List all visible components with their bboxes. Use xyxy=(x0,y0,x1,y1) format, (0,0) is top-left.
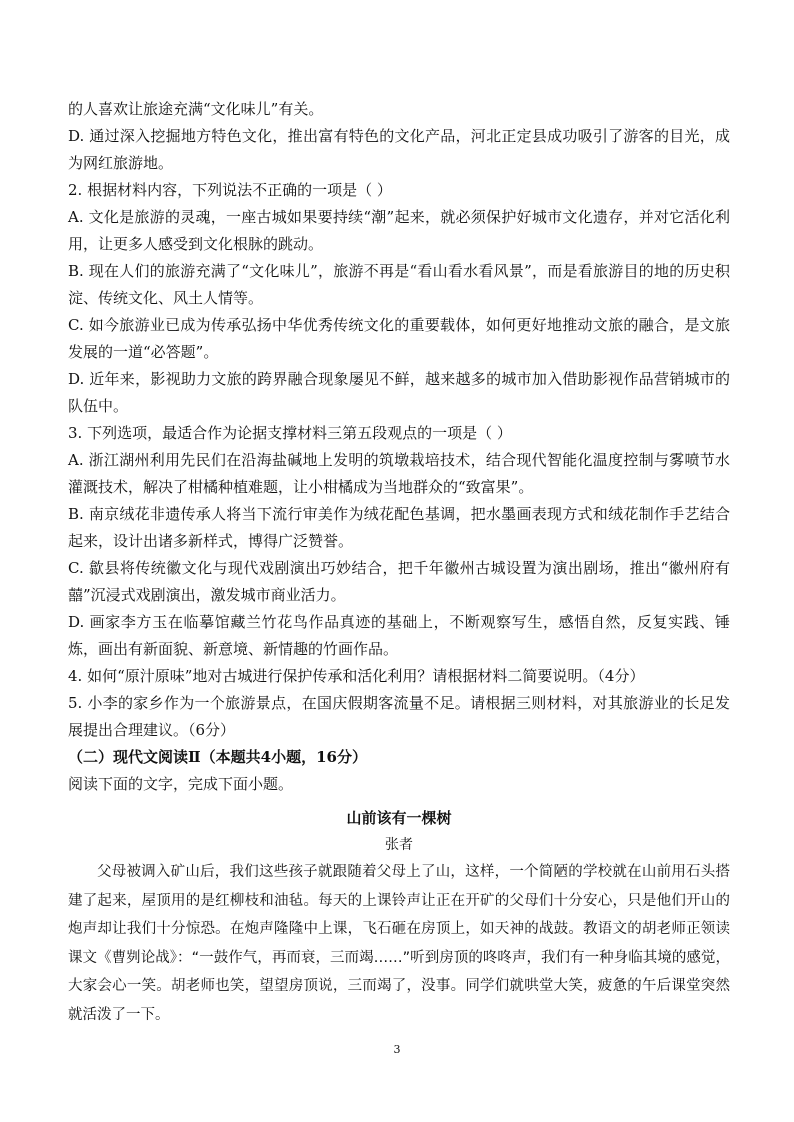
article-title: 山前该有一棵树 xyxy=(346,809,452,827)
section-heading: （二）现代文阅读Ⅱ（本题共4小题，16分） xyxy=(68,748,367,766)
page-content xyxy=(68,96,730,1029)
paragraph-continuation: 的人喜欢让旅途充满“文化味儿”有关。 xyxy=(68,100,324,118)
page-number: 3 xyxy=(393,1043,401,1056)
q2-option-b: B. 现在人们的旅游充满了“文化味儿”，旅游不再是“看山看水看风景”，而是看旅游目的地的历史积淀、传统文化、风土人情等。 xyxy=(68,262,730,307)
question-2: 2. 根据材料内容，下列说法不正确的一项是（ ） xyxy=(68,181,392,199)
q1-option-d: D. 通过深入挖掘地方特色文化，推出富有特色的文化产品，河北正定县成功吸引了游客的目光，成为网红旅游地。 xyxy=(68,127,730,172)
article-body xyxy=(68,858,730,1029)
question-4: 4. 如何“原汁原味”地对古城进行保护传承和活化利用？请根据材料二简要说明。（4分） xyxy=(68,667,645,685)
q2-option-d: D. 近年来，影视助力文旅的跨界融合现象屡见不鲜，越来越多的城市加入借助影视作品营销城市的队伍中。 xyxy=(68,370,730,415)
q2-option-c: C. 如今旅游业已成为传承弘扬中华优秀传统文化的重要载体，如何更好地推动文旅的融合，是文旅发展的一道“必答题”。 xyxy=(68,316,730,361)
q3-option-d: D. 画家李方玉在临摹馆藏兰竹花鸟作品真迹的基础上，不断观察写生，感悟自然，反复实践、锤炼，画出有新面貌、新意境、新情趣的竹画作品。 xyxy=(68,613,730,658)
q3-option-b: B. 南京绒花非遗传承人将当下流行审美作为绒花配色基调，把水墨画表现方式和绒花制作手艺结合起来，设计出诸多新样式，博得广泛赞誉。 xyxy=(68,505,730,550)
article-author: 张者 xyxy=(385,837,413,853)
question-5: 5. 小李的家乡作为一个旅游景点，在国庆假期客流量不足。请根据三则材料，对其旅游业的长足发展提出合理建议。（6分） xyxy=(68,694,730,739)
instruction: 阅读下面的文字，完成下面小题。 xyxy=(68,775,294,793)
q2-option-a: A. 文化是旅游的灵魂，一座古城如果要持续“潮”起来，就必须保护好城市文化遗存，并对它活化利用，让更多人感受到文化根脉的跳动。 xyxy=(68,208,730,253)
q3-option-a: A. 浙江湖州利用先民们在沿海盐碱地上发明的筑墩栽培技术，结合现代智能化温度控制与雾喷节水灌溉技术，解决了柑橘种植难题，让小柑橘成为当地群众的“致富果”。 xyxy=(68,451,730,496)
q3-option-c: C. 歙县将传统徽文化与现代戏剧演出巧妙结合，把千年徽州古城设置为演出剧场，推出“徽州府有囍”沉浸式戏剧演出，激发城市商业活力。 xyxy=(68,559,730,604)
story-paragraph: 父母被调入矿山后，我们这些孩子就跟随着父母上了山，这样，一个简陋的学校就在山前用石头搭建了起来，屋顶用的是红柳枝和油毡。每天的上课铃声让正在开矿的父母们十分安心，只是他们开山的炮声却让我们十分惊恐。在炮声隆隆中上课，飞石砸在房顶上，如天神的战鼓。教语文的胡老师正领读课文《曹刿论战》：“一鼓作气，再而衰，三而竭……”听到房顶的咚咚声，我们有一种身临其境的感觉，大家会心一笑。胡老师也笑，望望房顶说，三而竭了，没事。同学们就哄堂大笑，疲惫的午后课堂突然就活泼了一下。 xyxy=(68,864,730,1023)
question-3: 3. 下列选项，最适合作为论据支撑材料三第五段观点的一项是（ ） xyxy=(68,424,512,442)
